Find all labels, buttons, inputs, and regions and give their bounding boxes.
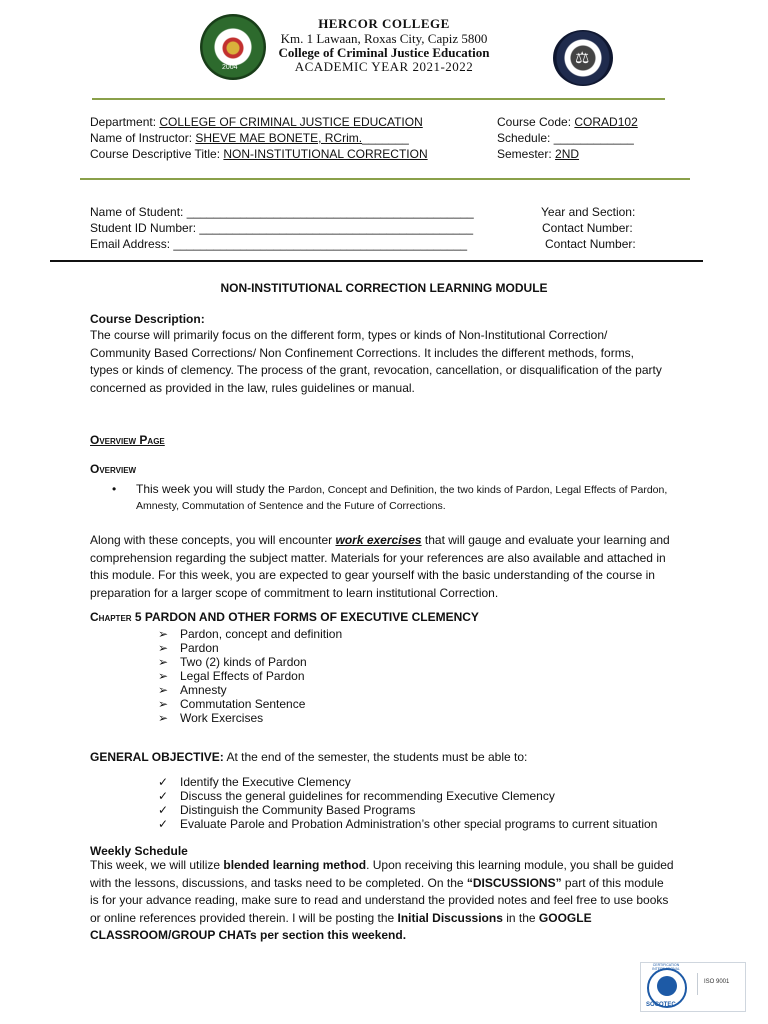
weekly-schedule-heading: Weekly Schedule [90, 844, 188, 858]
general-objective: GENERAL OBJECTIVE: At the end of the semester, the students must be able to: [90, 750, 528, 764]
contact-number-field-2: Contact Number: [545, 237, 636, 251]
schedule-field: Schedule: ____________ [497, 131, 634, 145]
list-item: ✓ Identify the Executive Clemency [158, 775, 351, 789]
scales-of-justice-icon: ⚖ [575, 50, 590, 67]
overview-heading: Overview [90, 462, 137, 476]
course-title-field: Course Descriptive Title: NON-INSTITUTIONAL CORRECTION [90, 147, 428, 161]
student-info-divider [50, 260, 703, 262]
academic-year: ACADEMIC YEAR 2021-2022 [294, 59, 474, 74]
checkmark-icon: ✓ [158, 803, 169, 817]
college-name: HERCOR COLLEGE [318, 16, 450, 31]
arrow-bullet-icon: ➢ [158, 711, 169, 725]
course-description-heading: Course Description: [90, 312, 205, 326]
list-item: ➢ Pardon, concept and definition [158, 627, 343, 641]
checkmark-icon: ✓ [158, 789, 169, 803]
arrow-bullet-icon: ➢ [158, 641, 169, 655]
department-field: Department: COLLEGE OF CRIMINAL JUSTICE EDUCATION [90, 115, 423, 129]
year-section-field: Year and Section: [541, 205, 636, 219]
certification-ring-text: CERTIFICATION INTERNATIONAL [652, 963, 680, 971]
course-info-divider [80, 178, 690, 180]
chapter-heading: Chapter 5 PARDON AND OTHER FORMS OF EXECUTIVE CLEMENCY [90, 610, 479, 624]
overview-page-heading: Overview Page [90, 433, 165, 447]
course-description-body: The course will primarily focus on the different form, types or kinds of Non-Institutional Correction/ Community Based Corrections/ Non Confinement Corrections. It includes the different methods, forms, types or kinds of clemency. The process of the grant, revocation, cancellation, or disqualification of the party concerned as provided in the law, rules guidelines or manual. [90, 328, 662, 395]
semester-field: Semester: 2ND [497, 147, 580, 161]
list-item: ➢ Amnesty [158, 683, 227, 697]
student-name-field: Name of Student: ___________________________________________ [90, 205, 474, 219]
overview-paragraph: Along with these concepts, you will encounter work exercises that will gauge and evaluate your learning and comprehension regarding the subject matter. Materials for your references are also available and attached in this module. For this week, you are expected to gear yourself with the basic understanding of the course in preparation for a larger scope of commitment to learn institutional Correction. [90, 533, 670, 600]
instructor-field: Name of Instructor: SHEVE MAE BONETE, RCrim._______ [90, 131, 409, 145]
contact-number-field-1: Contact Number: [542, 221, 633, 235]
weekly-schedule-body: This week, we will utilize blended learning method. Upon receiving this learning module, you shall be guided with the lessons, discussions, and tasks need to be completed. On the “DISCUSSIONS” part of this module is for your advance reading, make sure to read and understand the provided notes and feel free to use books or online references provided therein. I will be posting the Initial Discussions in the GOOGLE CLASSROOM/GROUP CHATs per section this weekend. [90, 858, 674, 942]
iso-standard: ISO 9001 [704, 979, 730, 985]
college-address: Km. 1 Lawaan, Roxas City, Capiz 5800 [280, 31, 488, 46]
header-divider [92, 98, 665, 100]
department-heading: College of Criminal Justice Education [278, 45, 490, 60]
chapter-topic-list [158, 627, 342, 725]
college-seal-year: 2004 [222, 64, 238, 71]
arrow-bullet-icon: ➢ [158, 669, 169, 683]
list-item: ➢ Work Exercises [158, 711, 264, 725]
checkmark-icon: ✓ [158, 817, 169, 831]
list-item: ➢ Legal Effects of Pardon [158, 669, 305, 683]
module-title: NON-INSTITUTIONAL CORRECTION LEARNING MODULE [220, 281, 548, 295]
checkmark-icon: ✓ [158, 775, 169, 789]
list-item: ➢ Two (2) kinds of Pardon [158, 655, 307, 669]
list-item: ✓ Evaluate Parole and Probation Administration’s other special programs to current situation [158, 817, 658, 831]
objective-list [158, 775, 657, 831]
student-id-field: Student ID Number: _________________________________________ [90, 221, 474, 235]
email-field: Email Address: ____________________________________________ [90, 237, 468, 251]
bullet-dot-icon: • [112, 482, 117, 496]
list-item: ➢ Commutation Sentence [158, 697, 306, 711]
overview-bullet: This week you will study the Pardon, Concept and Definition, the two kinds of Pardon, Legal Effects of Pardon, Amnesty, Commutation of Sentence and the Future of Corrections. [136, 482, 668, 512]
socotec-brand: SOCOTEC [646, 1002, 676, 1008]
arrow-bullet-icon: ➢ [158, 655, 169, 669]
arrow-bullet-icon: ➢ [158, 627, 169, 641]
list-item: ➢ Pardon [158, 641, 219, 655]
list-item: ✓ Discuss the general guidelines for recommending Executive Clemency [158, 789, 555, 803]
course-code-field: Course Code: CORAD102 [497, 115, 638, 129]
arrow-bullet-icon: ➢ [158, 683, 169, 697]
arrow-bullet-icon: ➢ [158, 697, 169, 711]
socotec-certification-badge [640, 962, 746, 1012]
list-item: ✓ Distinguish the Community Based Programs [158, 803, 416, 817]
iso-mark [697, 973, 738, 995]
